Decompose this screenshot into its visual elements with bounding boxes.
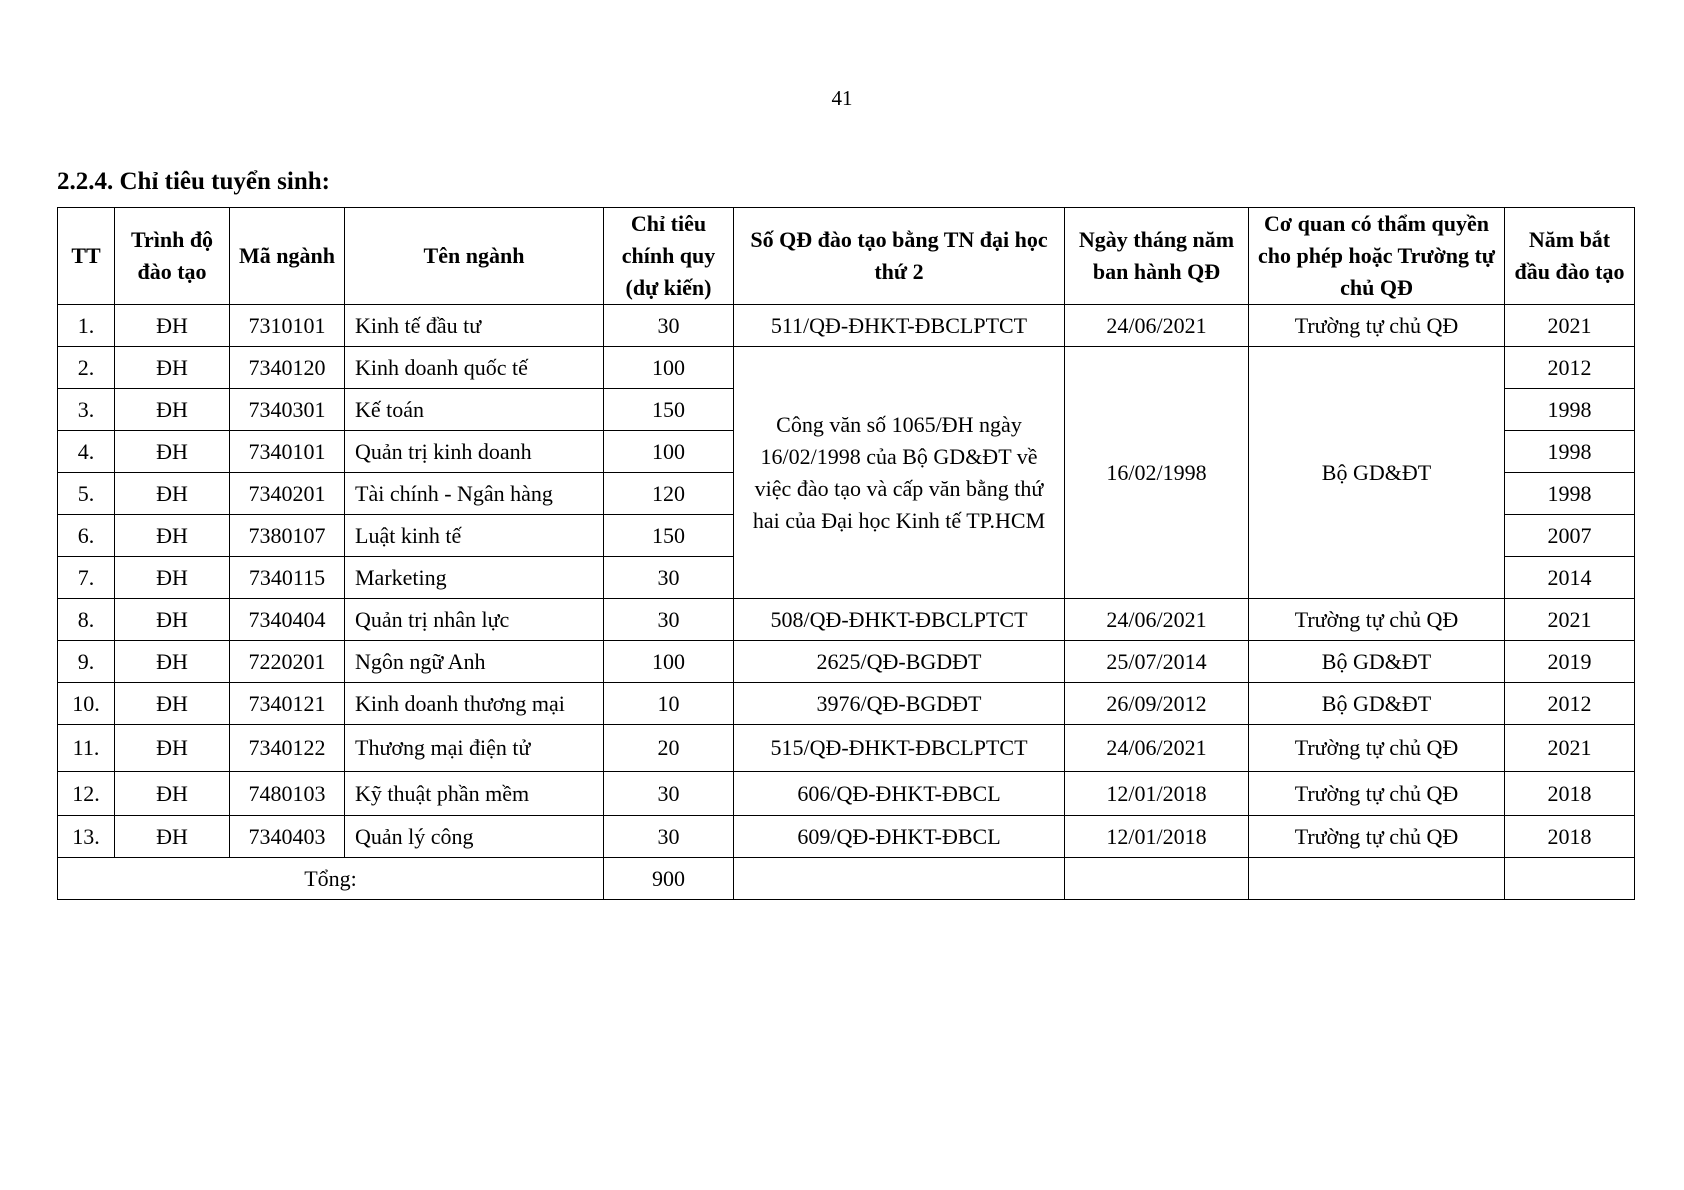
cell-level: ĐH [115, 816, 230, 858]
cell-code: 7480103 [230, 772, 345, 816]
cell-decision: 3976/QĐ-BGDĐT [734, 683, 1065, 725]
total-label: Tổng: [58, 858, 604, 900]
cell-start-year: 2007 [1505, 515, 1635, 557]
cell-name: Tài chính - Ngân hàng [345, 473, 604, 515]
cell-authority: Bộ GD&ĐT [1249, 683, 1505, 725]
cell-code: 7340201 [230, 473, 345, 515]
merged-authority-cell: Bộ GD&ĐT [1249, 347, 1505, 599]
cell-tt: 5. [58, 473, 115, 515]
total-empty-cell [734, 858, 1065, 900]
section-heading: 2.2.4. Chỉ tiêu tuyển sinh: [57, 168, 330, 195]
cell-quota: 10 [604, 683, 734, 725]
cell-code: 7340122 [230, 725, 345, 772]
cell-quota: 30 [604, 557, 734, 599]
cell-code: 7340115 [230, 557, 345, 599]
cell-level: ĐH [115, 473, 230, 515]
cell-start-year: 2012 [1505, 347, 1635, 389]
cell-quota: 120 [604, 473, 734, 515]
cell-level: ĐH [115, 599, 230, 641]
table-row [58, 725, 1635, 772]
cell-name: Luật kinh tế [345, 515, 604, 557]
header-decision: Số QĐ đào tạo bằng TN đại học thứ 2 [734, 208, 1065, 305]
table-row [58, 641, 1635, 683]
cell-name: Kỹ thuật phần mềm [345, 772, 604, 816]
cell-code: 7340121 [230, 683, 345, 725]
enrollment-quota-table [57, 207, 1635, 900]
cell-authority: Trường tự chủ QĐ [1249, 599, 1505, 641]
total-quota: 900 [604, 858, 734, 900]
cell-quota: 20 [604, 725, 734, 772]
cell-start-year: 2014 [1505, 557, 1635, 599]
cell-quota: 100 [604, 641, 734, 683]
cell-level: ĐH [115, 725, 230, 772]
cell-quota: 100 [604, 347, 734, 389]
table-row [58, 683, 1635, 725]
header-authority: Cơ quan có thẩm quyền cho phép hoặc Trường tự chủ QĐ [1249, 208, 1505, 305]
cell-level: ĐH [115, 389, 230, 431]
cell-code: 7380107 [230, 515, 345, 557]
cell-level: ĐH [115, 557, 230, 599]
cell-code: 7340404 [230, 599, 345, 641]
cell-tt: 2. [58, 347, 115, 389]
cell-tt: 11. [58, 725, 115, 772]
cell-start-year: 1998 [1505, 431, 1635, 473]
cell-decision: 508/QĐ-ĐHKT-ĐBCLPTCT [734, 599, 1065, 641]
cell-tt: 10. [58, 683, 115, 725]
table-row [58, 599, 1635, 641]
cell-name: Ngôn ngữ Anh [345, 641, 604, 683]
cell-start-year: 2012 [1505, 683, 1635, 725]
header-name: Tên ngành [345, 208, 604, 305]
cell-date: 25/07/2014 [1065, 641, 1249, 683]
cell-code: 7340101 [230, 431, 345, 473]
cell-name: Quản trị nhân lực [345, 599, 604, 641]
cell-name: Kinh tế đầu tư [345, 305, 604, 347]
cell-date: 24/06/2021 [1065, 599, 1249, 641]
cell-name: Kinh doanh thương mại [345, 683, 604, 725]
cell-level: ĐH [115, 515, 230, 557]
cell-start-year: 2021 [1505, 305, 1635, 347]
cell-authority: Trường tự chủ QĐ [1249, 305, 1505, 347]
cell-tt: 4. [58, 431, 115, 473]
table-row [58, 305, 1635, 347]
cell-quota: 30 [604, 305, 734, 347]
cell-quota: 30 [604, 816, 734, 858]
cell-start-year: 1998 [1505, 473, 1635, 515]
table-row [58, 772, 1635, 816]
cell-tt: 6. [58, 515, 115, 557]
cell-tt: 8. [58, 599, 115, 641]
cell-tt: 3. [58, 389, 115, 431]
total-empty-cell [1249, 858, 1505, 900]
header-start-year: Năm bắt đầu đào tạo [1505, 208, 1635, 305]
cell-authority: Trường tự chủ QĐ [1249, 816, 1505, 858]
header-level: Trình độ đào tạo [115, 208, 230, 305]
cell-name: Marketing [345, 557, 604, 599]
cell-date: 12/01/2018 [1065, 772, 1249, 816]
cell-level: ĐH [115, 641, 230, 683]
cell-start-year: 2018 [1505, 816, 1635, 858]
cell-date: 12/01/2018 [1065, 816, 1249, 858]
cell-code: 7340403 [230, 816, 345, 858]
table-header-row [58, 208, 1635, 305]
table-row [58, 816, 1635, 858]
cell-decision: 511/QĐ-ĐHKT-ĐBCLPTCT [734, 305, 1065, 347]
cell-authority: Bộ GD&ĐT [1249, 641, 1505, 683]
cell-level: ĐH [115, 305, 230, 347]
cell-tt: 1. [58, 305, 115, 347]
cell-level: ĐH [115, 431, 230, 473]
cell-code: 7340301 [230, 389, 345, 431]
cell-authority: Trường tự chủ QĐ [1249, 772, 1505, 816]
cell-date: 26/09/2012 [1065, 683, 1249, 725]
cell-start-year: 2021 [1505, 725, 1635, 772]
cell-quota: 150 [604, 515, 734, 557]
header-quota: Chỉ tiêu chính quy (dự kiến) [604, 208, 734, 305]
cell-decision: 2625/QĐ-BGDĐT [734, 641, 1065, 683]
cell-name: Kế toán [345, 389, 604, 431]
cell-quota: 100 [604, 431, 734, 473]
cell-start-year: 1998 [1505, 389, 1635, 431]
cell-name: Quản trị kinh doanh [345, 431, 604, 473]
cell-tt: 7. [58, 557, 115, 599]
cell-code: 7340120 [230, 347, 345, 389]
total-row [58, 858, 1635, 900]
header-code: Mã ngành [230, 208, 345, 305]
cell-tt: 12. [58, 772, 115, 816]
cell-quota: 30 [604, 772, 734, 816]
cell-authority: Trường tự chủ QĐ [1249, 725, 1505, 772]
cell-start-year: 2021 [1505, 599, 1635, 641]
cell-quota: 150 [604, 389, 734, 431]
cell-decision: 609/QĐ-ĐHKT-ĐBCL [734, 816, 1065, 858]
cell-code: 7220201 [230, 641, 345, 683]
total-empty-cell [1065, 858, 1249, 900]
header-tt: TT [58, 208, 115, 305]
cell-start-year: 2018 [1505, 772, 1635, 816]
merged-date-cell: 16/02/1998 [1065, 347, 1249, 599]
cell-tt: 13. [58, 816, 115, 858]
total-empty-cell [1505, 858, 1635, 900]
cell-name: Quản lý công [345, 816, 604, 858]
cell-name: Thương mại điện tử [345, 725, 604, 772]
cell-level: ĐH [115, 347, 230, 389]
cell-tt: 9. [58, 641, 115, 683]
cell-decision: 606/QĐ-ĐHKT-ĐBCL [734, 772, 1065, 816]
cell-level: ĐH [115, 683, 230, 725]
header-date: Ngày tháng năm ban hành QĐ [1065, 208, 1249, 305]
page-number: 41 [831, 86, 853, 110]
table-row [58, 347, 1635, 389]
cell-decision: 515/QĐ-ĐHKT-ĐBCLPTCT [734, 725, 1065, 772]
cell-date: 24/06/2021 [1065, 305, 1249, 347]
cell-start-year: 2019 [1505, 641, 1635, 683]
merged-decision-cell: Công văn số 1065/ĐH ngày 16/02/1998 của Bộ GD&ĐT về việc đào tạo và cấp văn bằng thứ hai của Đại học Kinh tế TP.HCM [734, 347, 1065, 599]
cell-code: 7310101 [230, 305, 345, 347]
cell-name: Kinh doanh quốc tế [345, 347, 604, 389]
cell-level: ĐH [115, 772, 230, 816]
cell-date: 24/06/2021 [1065, 725, 1249, 772]
cell-quota: 30 [604, 599, 734, 641]
